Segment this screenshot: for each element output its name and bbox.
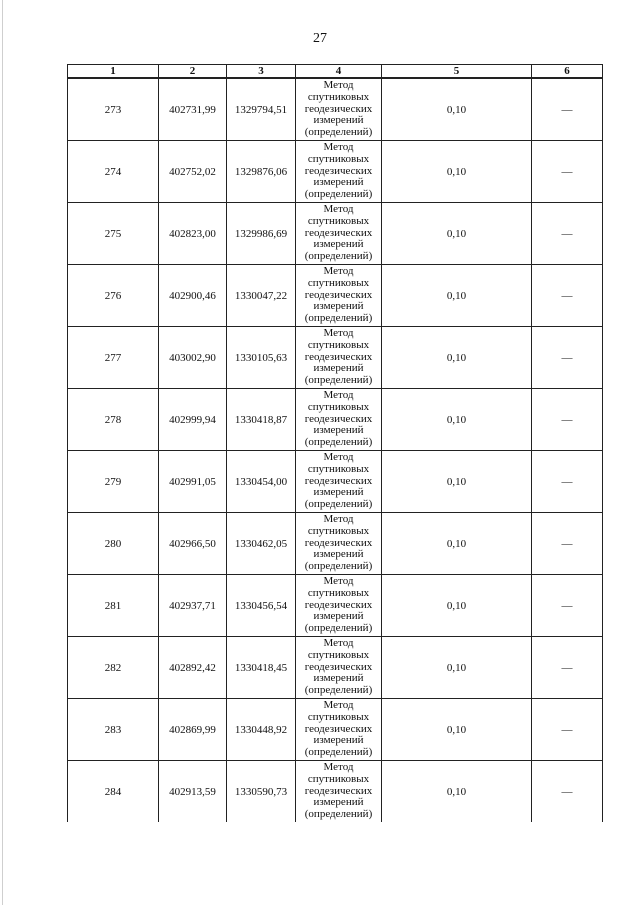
- header-col-5: 5: [382, 65, 532, 79]
- note-cell: —: [532, 141, 603, 203]
- method-line: (определений): [304, 250, 373, 263]
- method-line: спутниковых: [307, 338, 370, 351]
- precision-cell: 0,10: [382, 389, 532, 451]
- y-coordinate-cell: 1330590,73: [227, 761, 296, 823]
- method-cell: [296, 761, 382, 823]
- method-line: (определений): [304, 808, 373, 821]
- point-number-cell: 275: [68, 203, 159, 265]
- method-line: Метод: [323, 203, 354, 216]
- method-line: геодезических: [304, 350, 373, 363]
- method-line: геодезических: [304, 598, 373, 611]
- method-line: геодезических: [304, 288, 373, 301]
- method-line: измерений: [313, 548, 364, 561]
- method-line: Метод: [323, 699, 354, 712]
- precision-cell: 0,10: [382, 78, 532, 141]
- point-number-cell: 273: [68, 78, 159, 141]
- header-col-3: 3: [227, 65, 296, 79]
- point-number-cell: 283: [68, 699, 159, 761]
- method-line: измерений: [313, 238, 364, 251]
- precision-cell: 0,10: [382, 451, 532, 513]
- page-number: 27: [313, 31, 327, 46]
- precision-cell: 0,10: [382, 761, 532, 823]
- table-row: [68, 389, 603, 451]
- y-coordinate-cell: 1330047,22: [227, 265, 296, 327]
- method-line: измерений: [313, 672, 364, 685]
- header-col-2: 2: [159, 65, 227, 79]
- method-line: геодезических: [304, 784, 373, 797]
- coordinates-table: [67, 64, 603, 822]
- y-coordinate-cell: 1329876,06: [227, 141, 296, 203]
- method-line: (определений): [304, 436, 373, 449]
- precision-cell: 0,10: [382, 141, 532, 203]
- method-cell: [296, 637, 382, 699]
- precision-cell: 0,10: [382, 575, 532, 637]
- note-cell: —: [532, 203, 603, 265]
- method-line: (определений): [304, 374, 373, 387]
- method-line: (определений): [304, 312, 373, 325]
- point-number-cell: 274: [68, 141, 159, 203]
- method-cell: [296, 451, 382, 513]
- table-row: [68, 513, 603, 575]
- table-body: [68, 78, 603, 822]
- point-number-cell: 278: [68, 389, 159, 451]
- method-line: Метод: [323, 513, 354, 526]
- method-cell: [296, 203, 382, 265]
- method-line: спутниковых: [307, 710, 370, 723]
- x-coordinate-cell: 402991,05: [159, 451, 227, 513]
- table-row: [68, 78, 603, 141]
- method-line: спутниковых: [307, 586, 370, 599]
- precision-cell: 0,10: [382, 203, 532, 265]
- precision-cell: 0,10: [382, 513, 532, 575]
- point-number-cell: 284: [68, 761, 159, 823]
- method-line: геодезических: [304, 102, 373, 115]
- method-line: Метод: [323, 575, 354, 588]
- y-coordinate-cell: 1330456,54: [227, 575, 296, 637]
- method-line: геодезических: [304, 722, 373, 735]
- point-number-cell: 280: [68, 513, 159, 575]
- method-line: Метод: [323, 327, 354, 340]
- method-line: Метод: [323, 637, 354, 650]
- method-line: измерений: [313, 734, 364, 747]
- precision-cell: 0,10: [382, 699, 532, 761]
- x-coordinate-cell: 402900,46: [159, 265, 227, 327]
- method-line: (определений): [304, 126, 373, 139]
- note-cell: —: [532, 513, 603, 575]
- method-line: спутниковых: [307, 90, 370, 103]
- table-row: [68, 699, 603, 761]
- method-cell: [296, 141, 382, 203]
- x-coordinate-cell: 402999,94: [159, 389, 227, 451]
- method-line: измерений: [313, 362, 364, 375]
- y-coordinate-cell: 1330418,45: [227, 637, 296, 699]
- x-coordinate-cell: 402869,99: [159, 699, 227, 761]
- method-line: спутниковых: [307, 152, 370, 165]
- x-coordinate-cell: 402913,59: [159, 761, 227, 823]
- y-coordinate-cell: 1329794,51: [227, 78, 296, 141]
- method-line: (определений): [304, 498, 373, 511]
- method-line: измерений: [313, 486, 364, 499]
- method-line: измерений: [313, 424, 364, 437]
- method-cell: [296, 389, 382, 451]
- x-coordinate-cell: 402752,02: [159, 141, 227, 203]
- table-row: [68, 141, 603, 203]
- method-line: Метод: [323, 761, 354, 774]
- header-col-4: 4: [296, 65, 382, 79]
- note-cell: —: [532, 699, 603, 761]
- table-row: [68, 203, 603, 265]
- note-cell: —: [532, 78, 603, 141]
- table-row: [68, 575, 603, 637]
- x-coordinate-cell: 402731,99: [159, 78, 227, 141]
- precision-cell: 0,10: [382, 327, 532, 389]
- method-line: спутниковых: [307, 772, 370, 785]
- y-coordinate-cell: 1330105,63: [227, 327, 296, 389]
- scan-margin-line: [2, 0, 3, 905]
- method-line: измерений: [313, 610, 364, 623]
- method-line: (определений): [304, 188, 373, 201]
- method-line: геодезических: [304, 474, 373, 487]
- method-line: Метод: [323, 141, 354, 154]
- header-col-1: 1: [68, 65, 159, 79]
- method-line: измерений: [313, 176, 364, 189]
- note-cell: —: [532, 761, 603, 823]
- method-line: спутниковых: [307, 214, 370, 227]
- note-cell: —: [532, 327, 603, 389]
- precision-cell: 0,10: [382, 265, 532, 327]
- header-col-6: 6: [532, 65, 603, 79]
- y-coordinate-cell: 1330448,92: [227, 699, 296, 761]
- method-cell: [296, 78, 382, 141]
- note-cell: —: [532, 575, 603, 637]
- method-cell: [296, 327, 382, 389]
- point-number-cell: 276: [68, 265, 159, 327]
- method-line: спутниковых: [307, 462, 370, 475]
- method-line: (определений): [304, 684, 373, 697]
- x-coordinate-cell: 402823,00: [159, 203, 227, 265]
- method-line: геодезических: [304, 164, 373, 177]
- point-number-cell: 282: [68, 637, 159, 699]
- note-cell: —: [532, 265, 603, 327]
- point-number-cell: 277: [68, 327, 159, 389]
- x-coordinate-cell: 402937,71: [159, 575, 227, 637]
- y-coordinate-cell: 1329986,69: [227, 203, 296, 265]
- table-row: [68, 451, 603, 513]
- method-line: (определений): [304, 622, 373, 635]
- x-coordinate-cell: 403002,90: [159, 327, 227, 389]
- point-number-cell: 281: [68, 575, 159, 637]
- method-line: Метод: [323, 451, 354, 464]
- y-coordinate-cell: 1330454,00: [227, 451, 296, 513]
- method-line: измерений: [313, 796, 364, 809]
- x-coordinate-cell: 402892,42: [159, 637, 227, 699]
- method-line: геодезических: [304, 412, 373, 425]
- method-line: спутниковых: [307, 276, 370, 289]
- point-number-cell: 279: [68, 451, 159, 513]
- method-line: (определений): [304, 746, 373, 759]
- x-coordinate-cell: 402966,50: [159, 513, 227, 575]
- note-cell: —: [532, 637, 603, 699]
- method-line: Метод: [323, 265, 354, 278]
- method-line: измерений: [313, 114, 364, 127]
- method-cell: [296, 265, 382, 327]
- method-line: (определений): [304, 560, 373, 573]
- table-header-row: [68, 65, 603, 79]
- method-line: геодезических: [304, 536, 373, 549]
- table-row: [68, 265, 603, 327]
- method-line: Метод: [323, 79, 354, 92]
- table-row: [68, 761, 603, 823]
- method-line: спутниковых: [307, 400, 370, 413]
- method-cell: [296, 513, 382, 575]
- precision-cell: 0,10: [382, 637, 532, 699]
- method-cell: [296, 699, 382, 761]
- note-cell: —: [532, 389, 603, 451]
- method-line: измерений: [313, 300, 364, 313]
- table-row: [68, 327, 603, 389]
- method-line: спутниковых: [307, 648, 370, 661]
- table-row: [68, 637, 603, 699]
- note-cell: —: [532, 451, 603, 513]
- method-line: спутниковых: [307, 524, 370, 537]
- y-coordinate-cell: 1330418,87: [227, 389, 296, 451]
- method-line: геодезических: [304, 226, 373, 239]
- y-coordinate-cell: 1330462,05: [227, 513, 296, 575]
- method-cell: [296, 575, 382, 637]
- method-line: Метод: [323, 389, 354, 402]
- method-line: геодезических: [304, 660, 373, 673]
